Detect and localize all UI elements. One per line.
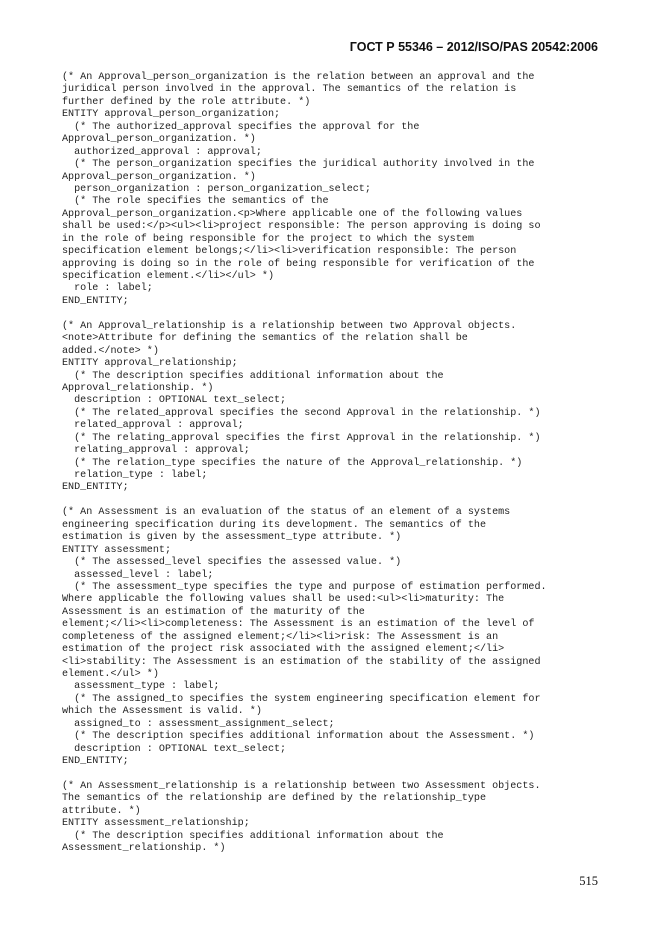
code-line: description : OPTIONAL text_select; [62,395,287,407]
code-line [62,495,602,507]
code-line: (* The assessed_level specifies the assessed value. *) [62,557,402,569]
code-line: specification element belongs;</li><li>verification responsible: The person [62,246,517,258]
code-line: (* An Approval_person_organization is the relation between an approval and the [62,72,535,83]
code-line: related_approval : approval; [62,420,244,432]
express-code-block [62,72,602,856]
code-line: Where applicable the following values shall be used:<ul><li>maturity: The [62,594,505,606]
code-line: Approval_relationship. *) [62,382,214,394]
code-line: (* The description specifies additional information about the [62,370,444,382]
code-line: juridical person involved in the approval. The semantics of the relation is [62,84,517,96]
code-line: in the role of being responsible for the project to which the system [62,233,474,245]
code-line: estimation of the project risk associated with the assigned element;</li> [62,644,505,656]
code-line: authorized_approval : approval; [62,146,262,158]
code-line: ENTITY approval_relationship; [62,358,238,370]
code-line: (* An Approval_relationship is a relationship between two Approval objects. [62,320,517,332]
code-line: END_ENTITY; [62,295,129,307]
code-line: (* The assigned_to specifies the system engineering specification element for [62,693,541,705]
code-line: (* The person_organization specifies the juridical authority involved in the [62,159,535,171]
code-line: role : label; [62,283,153,295]
code-line: engineering specification during its development. The semantics of the [62,519,487,531]
code-line: specification element.</li></ul> *) [62,271,275,282]
code-line: further defined by the role attribute. *) [62,96,311,108]
code-line: <li>stability: The Assessment is an estimation of the stability of the assigned [62,656,541,668]
code-line: ENTITY assessment; [62,544,172,556]
code-line: estimation is given by the assessment_type attribute. *) [62,532,402,544]
code-line: ENTITY approval_person_organization; [62,109,281,121]
code-line: added.</note> *) [62,345,159,357]
code-line: assessment_type : label; [62,681,220,693]
code-line: description : OPTIONAL text_select; [62,743,287,755]
code-line: element;</li><li>completeness: The Assessment is an estimation of the level of [62,619,535,631]
code-line: (* The assessment_type specifies the type and purpose of estimation performed. [62,581,547,593]
code-line: (* The description specifies additional information about the Assessment. *) [62,731,535,743]
code-line: (* An Assessment_relationship is a relationship between two Assessment objects. [62,780,541,792]
code-line: element.</ul> *) [62,669,159,680]
code-line: (* The authorized_approval specifies the approval for the [62,121,420,133]
code-line [62,308,602,320]
code-line: Assessment_relationship. *) [62,843,226,855]
code-line: ENTITY assessment_relationship; [62,818,250,830]
code-line: approving is doing so in the role of being responsible for verification of the [62,258,535,270]
code-line: END_ENTITY; [62,756,129,768]
page-number: 515 [579,874,598,888]
code-line: (* The description specifies additional information about the [62,830,444,842]
code-line: (* An Assessment is an evaluation of the status of an element of a systems [62,507,511,519]
code-line: (* The relating_approval specifies the first Approval in the relationship. *) [62,432,541,444]
code-line: Approval_person_organization. *) [62,134,256,146]
document-header: ГОСТ Р 55346 – 2012/ISO/PAS 20542:2006 [349,40,598,54]
code-line: (* The related_approval specifies the second Approval in the relationship. *) [62,407,541,419]
code-line: completeness of the assigned element;</li><li>risk: The Assessment is an [62,631,499,643]
code-line: The semantics of the relationship are defined by the relationship_type [62,793,487,805]
code-line: person_organization : person_organization_select; [62,183,371,195]
code-line: Assessment is an estimation of the maturity of the [62,606,365,618]
code-line: Approval_person_organization. *) [62,171,256,183]
code-line: Approval_person_organization.<p>Where applicable one of the following values [62,208,523,220]
code-line: relation_type : label; [62,470,208,481]
code-line: <note>Attribute for defining the semantics of the relation shall be [62,333,468,345]
code-line: (* The role specifies the semantics of the [62,196,329,208]
code-line: shall be used:</p><ul><li>project responsible: The person approving is doing so [62,221,541,233]
code-line: (* The relation_type specifies the nature of the Approval_relationship. *) [62,457,523,469]
code-line: which the Assessment is valid. *) [62,706,262,718]
code-line: assessed_level : label; [62,569,214,581]
code-line [62,769,602,781]
code-line: END_ENTITY; [62,482,129,494]
code-line: attribute. *) [62,805,141,817]
code-line: relating_approval : approval; [62,445,250,457]
code-line: assigned_to : assessment_assignment_select; [62,718,335,730]
